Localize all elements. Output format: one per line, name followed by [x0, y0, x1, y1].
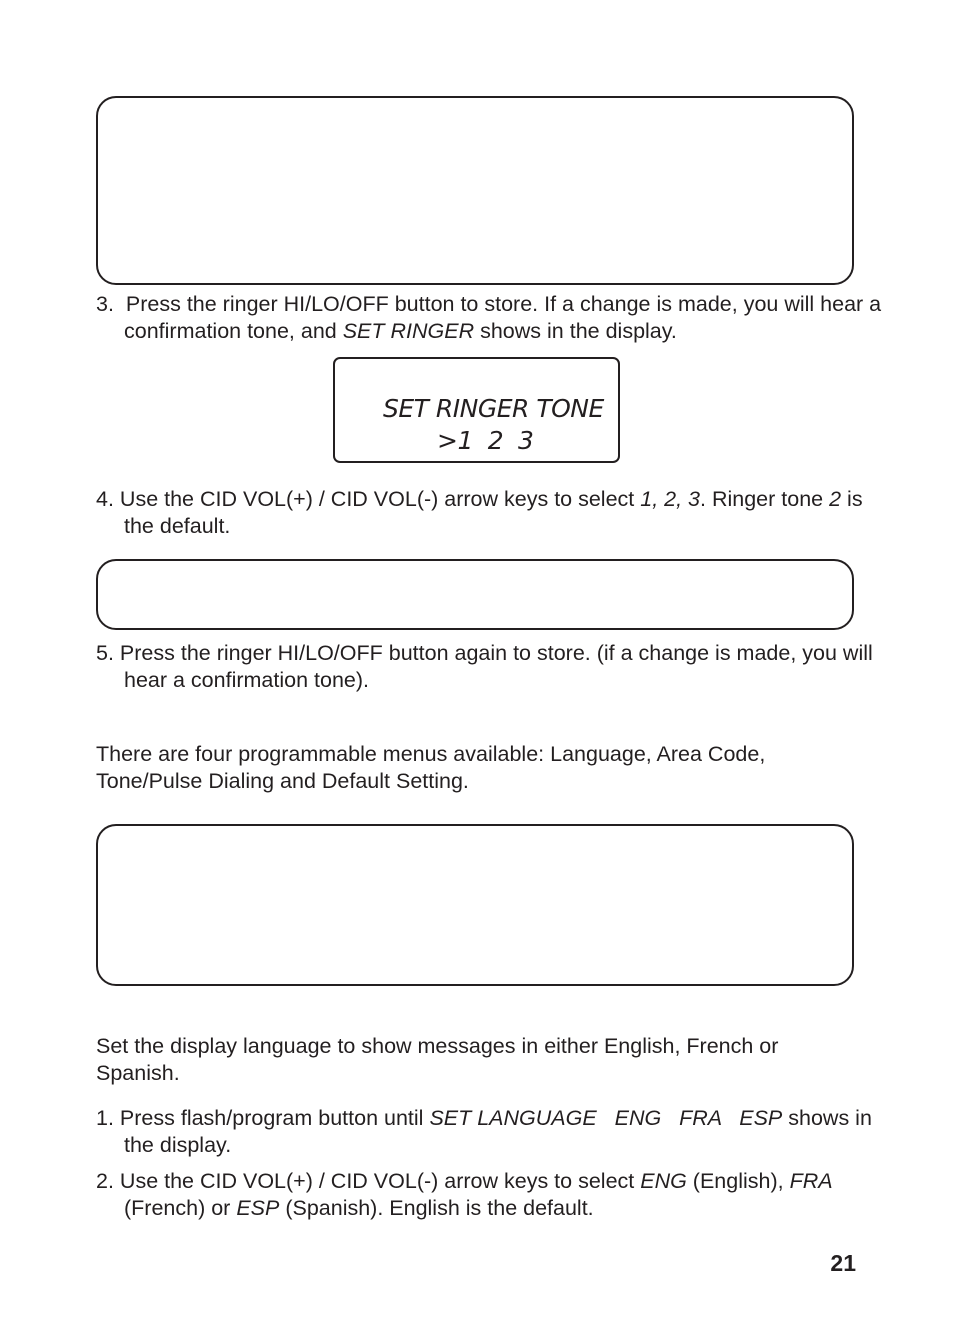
- step-number: 5.: [96, 641, 114, 665]
- step-emphasis: ENG: [640, 1169, 687, 1193]
- step-5: [96, 640, 894, 694]
- step-emphasis: 2: [829, 487, 842, 511]
- step-emphasis: SET LANGUAGE ENG FRA ESP: [429, 1106, 783, 1130]
- language-step-2: [96, 1168, 894, 1222]
- step-number: 2.: [96, 1169, 114, 1193]
- step-text: Press flash/program button until: [119, 1106, 430, 1130]
- lcd-line-2: >1 2 3: [437, 426, 534, 455]
- note-box-top: [96, 96, 854, 285]
- step-text: (English),: [686, 1169, 790, 1193]
- step-emphasis: 1, 2, 3: [640, 487, 701, 511]
- step-text: is the default.: [124, 487, 863, 538]
- menus-intro: There are four programmable menus available: Language, Area Code, Tone/Pulse Dialing and Default Setting.: [96, 742, 766, 793]
- step-text: (Spanish). English is the default.: [279, 1196, 594, 1220]
- step-text: Press the ringer HI/LO/OFF button again to store. (if a change is made, you will hear a confirmation tone).: [119, 641, 873, 692]
- step-text: shows in the display.: [474, 319, 677, 343]
- step-text: Press the ringer HI/LO/OFF button to store. If a change is made, you will hear a confirmation tone, and: [124, 292, 882, 343]
- page-number: 21: [830, 1250, 856, 1276]
- step-text: shows in the display.: [124, 1106, 872, 1157]
- step-3: [96, 291, 894, 345]
- language-step-1: [96, 1105, 894, 1159]
- step-text: (French) or: [124, 1196, 237, 1220]
- step-text: Use the CID VOL(+) / CID VOL(-) arrow keys to select: [113, 1169, 641, 1193]
- step-text: . Ringer tone: [700, 487, 830, 511]
- step-emphasis: FRA: [789, 1169, 833, 1193]
- step-4: [96, 486, 894, 540]
- note-box-bottom: [96, 824, 854, 986]
- step-emphasis: SET RINGER: [342, 319, 475, 343]
- lcd-display: [333, 357, 620, 463]
- note-box-middle: [96, 559, 854, 630]
- lcd-line-1: SET RINGER TONE: [383, 394, 604, 423]
- language-intro: Set the display language to show messages in either English, French or Spanish.: [96, 1034, 779, 1085]
- step-number: 1.: [96, 1106, 114, 1130]
- step-emphasis: ESP: [236, 1196, 280, 1220]
- step-text: Use the CID VOL(+) / CID VOL(-) arrow keys to select: [119, 487, 641, 511]
- step-number: 3.: [96, 292, 114, 316]
- step-number: 4.: [96, 487, 114, 511]
